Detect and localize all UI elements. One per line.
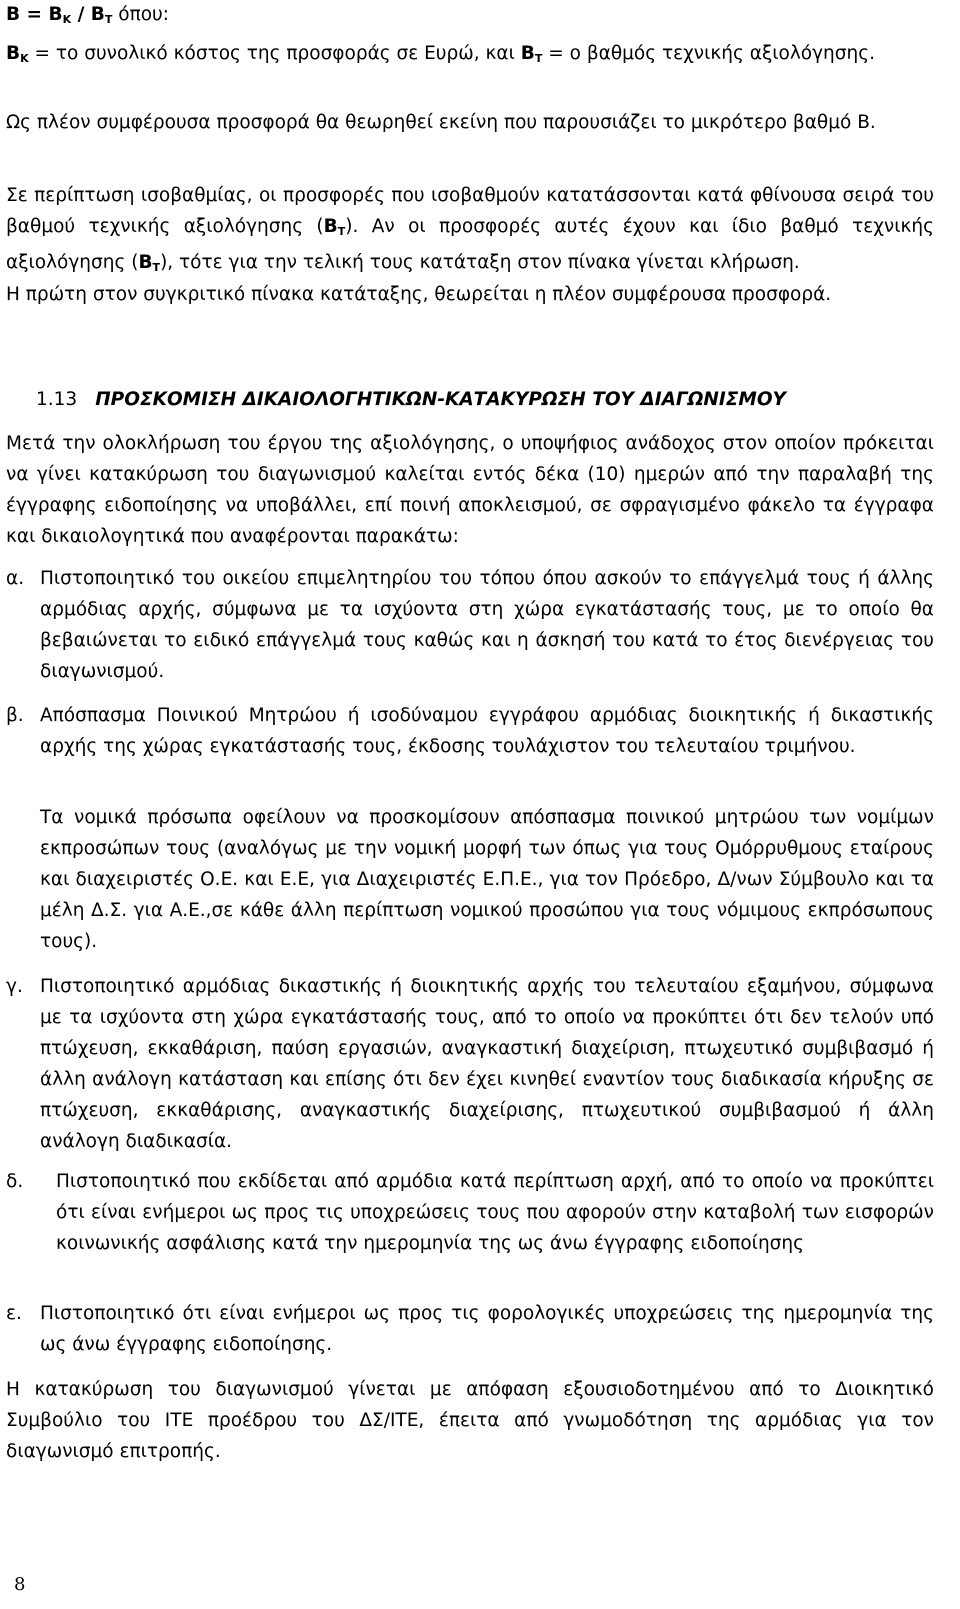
tie-paragraph: Σε περίπτωση ισοβαθμίας, οι προσφορές που ισοβαθμούν κατατάσσονται κατά φθίνουσα σειρά του βαθμού τεχνικής αξιολόγησης $(B_T)$. Αν οι προσφορές αυτές έχουν και ίδιο βαθμό τεχνικής αξιολόγησης $(B_T)$, τότε για την τελική τους κατάταξη στον πίνακα γίνεται κλήρωση. [6, 185, 934, 274]
list-item [6, 700, 934, 762]
list-item-text: Πιστοποιητικό αρμόδιας δικαστικής ή διοικητικής αρχής του τελευταίου εξαμήνου, σύμφωνα με τα ισχύοντα στη χώρα εγκατάστασής τους, από το οποίο να προκύπτει ότι δεν τελούν υπό πτώχευση, εκκαθάριση, παύση εργασιών, αναγκαστική διαχείριση, πτωχευτικό συμβιβασμό ή άλλη ανάλογη κατάσταση και επίσης ότι δεν έχει κινηθεί εναντίον τους διαδικασία κήρυξης σε πτώχευση, εκκαθάρισης, αναγκαστικής διαχείρισης, πτωχευτικού συμβιβασμού ή άλλη ανάλογη διαδικασία. [40, 976, 934, 1152]
list-item-text: Πιστοποιητικό του οικείου επιμελητηρίου του τόπου όπου ασκούν το επάγγελμά τους ή άλλης αρμόδιας αρχής, σύμφωνα με τα ισχύοντα στη χώρα εγκατάστασής τους, με το οποίο θα βεβαιώνεται το ειδικό επάγγελμά τους καθώς και η άσκησή του κατά το έτος διενέργειας του διαγωνισμού. [40, 568, 934, 682]
best-offer-paragraph: Ως πλέον συμφέρουσα προσφορά θα θεωρηθεί εκείνη που παρουσιάζει το μικρότερο βαθμό Β. [6, 112, 876, 133]
list-marker: α. [6, 568, 25, 589]
closing-paragraph: Η κατακύρωση του διαγωνισμού γίνεται με απόφαση εξουσιοδοτημένου από το Διοικητικό Συμβούλιο του ΙΤΕ προέδρου του ΔΣ/ΙΤΕ, έπειτα από γνωμοδότηση της αρμόδιας για τον διαγωνισμό επιτροπής. [6, 1379, 934, 1462]
section-title: ΠΡΟΣΚΟΜΙΣΗ ΔΙΚΑΙΟΛΟΓΗΤΙΚΩΝ-ΚΑΤΑΚΥΡΩΣΗ ΤΟΥ ΔΙΑΓΩΝΙΣΜΟΥ [95, 389, 786, 410]
list-item [6, 563, 934, 687]
list-item-note-text: Τα νομικά πρόσωπα οφείλουν να προσκομίσουν απόσπασμα ποινικού μητρώου των νομίμων εκπροσώπων τους (αναλόγως με την νομική μορφή των όπως για τους Ομόρρυθμους εταίρους και διαχειριστές Ο.Ε. και Ε.Ε, για Διαχειριστές Ε.Π.Ε., για τον Πρόεδρο, Δ/νων Σύμβουλο και τα μέλη Δ.Σ. για Α.Ε.,σε κάθε άλλη περίπτωση νομικού προσώπου για τους νόμιμους εκπρόσωπους τους). [40, 807, 934, 952]
first-rank-paragraph: Η πρώτη στον συγκριτικό πίνακα κατάταξης, θεωρείται η πλέον συμφέρουσα προσφορά. [6, 284, 832, 305]
list-marker: γ. [6, 976, 23, 997]
list-item [6, 971, 934, 1157]
section-number: 1.13 [36, 389, 78, 410]
list-item-text: Πιστοποιητικό που εκδίδεται από αρμόδια κατά περίπτωση αρχή, από το οποίο να προκύπτει ότι είναι ενήμεροι ως προς τις υποχρεώσεις τους που αφορούν στην καταβολή των εισφορών κοινωνικής ασφάλισης κατά την ημερομηνία της ως άνω έγγραφης ειδοποίησης [56, 1171, 934, 1254]
list-item-text: Απόσπασμα Ποινικού Μητρώου ή ισοδύναμου εγγράφου αρμόδιας διοικητικής ή δικαστικής αρχής της χώρας εγκατάστασής τους, έκδοσης τουλάχιστον του τελευταίου τριμήνου. [40, 705, 934, 757]
definition-paragraph: $B_K = \tau o$ συνολικό κόστος της προσφοράς σε Ευρώ, και $B_T = o$ βαθμός τεχνικής αξιολόγησης. [6, 43, 875, 65]
list-item [6, 1166, 934, 1259]
list-item-text: Πιστοποιητικό ότι είναι ενήμεροι ως προς τις φορολογικές υποχρεώσεις της ημερομηνία της ως άνω έγγραφης ειδοποίησης. [40, 1303, 934, 1355]
list-marker: β. [6, 705, 24, 726]
list-marker: ε. [6, 1303, 22, 1324]
intro-paragraph: Μετά την ολοκλήρωση του έργου της αξιολόγησης, ο υποψήφιος ανάδοχος στον οποίον πρόκειται να γίνει κατακύρωση του διαγωνισμού καλείται εντός δέκα (10) ημερών από την παραλαβή της έγγραφης ειδοποίησης να υποβάλλει, επί ποινή αποκλεισμού, σε σφραγισμένο φάκελο τα έγγραφα και δικαιολογητικά που αναφέρονται παρακάτω: [6, 433, 934, 547]
list-marker: δ. [6, 1171, 24, 1192]
page-number: 8 [14, 1574, 26, 1595]
list-item-note [6, 802, 934, 957]
list-item [6, 1298, 934, 1360]
section-heading [36, 385, 786, 415]
formula-line: $B = B_K / B_T$ όπου: [6, 4, 169, 26]
